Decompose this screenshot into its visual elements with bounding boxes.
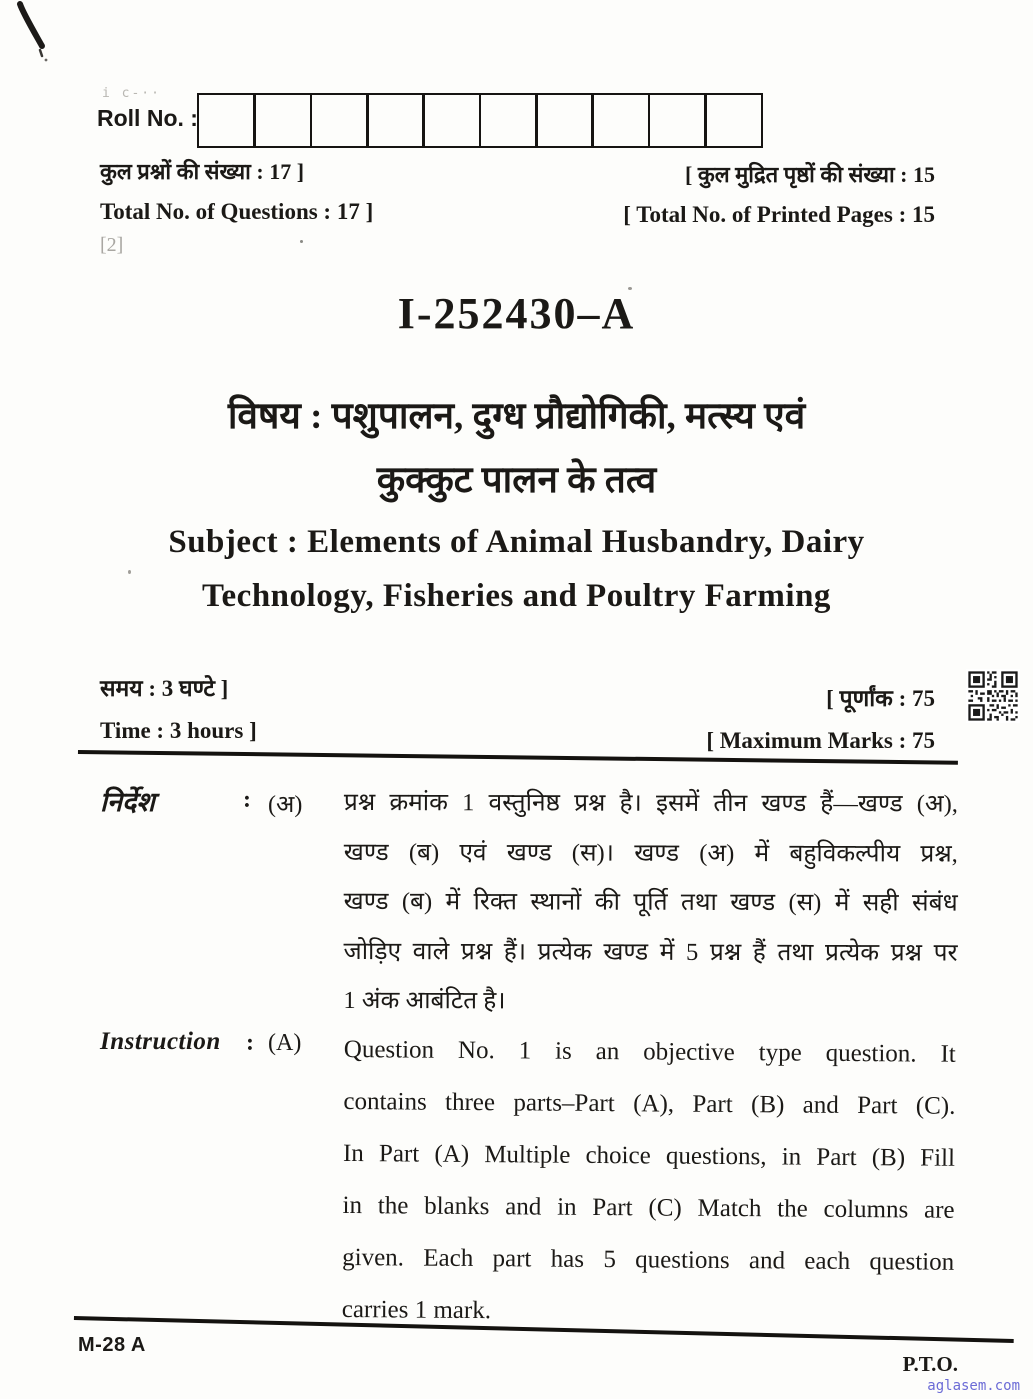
instruction-line: खण्ड (ब) में रिक्त स्थानों की पूर्ति तथा खण्ड (स) में सही संबंध <box>343 887 958 917</box>
ink-stroke-mark <box>6 0 76 70</box>
instruction-line: खण्ड (ब) एवं खण्ड (स)। खण्ड (अ) में बहुविकल्पीय प्रश्न, <box>343 838 958 868</box>
roll-no-boxes <box>197 93 763 148</box>
printed-pages-english: [ Total No. of Printed Pages : 15 <box>623 202 935 227</box>
roll-no-label: Roll No. : <box>97 105 198 131</box>
marks-english: [ Maximum Marks : 75 <box>706 728 935 753</box>
scan-smudge: i c-·· <box>102 86 161 101</box>
qr-code-icon <box>966 668 1020 724</box>
total-questions-hindi: कुल प्रश्नों की संख्या : 17 ] <box>100 159 305 184</box>
roll-no-box <box>479 93 538 148</box>
header-left <box>100 152 373 258</box>
instructions-english-label: Instruction <box>100 1028 221 1055</box>
printed-pages-hindi: [ कुल मुद्रित पृष्ठों की संख्या : 15 <box>685 162 935 187</box>
faint-page-mark: [2] <box>100 234 124 256</box>
instruction-line: In Part (A) Multiple choice questions, in Part (B) Fill <box>342 1139 956 1172</box>
instructions-hindi-label: निर्देश <box>100 787 155 817</box>
subject-title-hindi-line2: कुक्कुट पालन के तत्व <box>376 460 657 501</box>
roll-no-box <box>535 93 594 148</box>
subject-title-english-line1: Subject : Elements of Animal Husbandry, Dairy <box>168 524 865 560</box>
roll-no-box <box>422 93 481 148</box>
roll-no-box <box>704 93 763 148</box>
instruction-line: carries 1 mark. <box>341 1295 492 1325</box>
instructions-english-colon: : <box>246 1030 254 1056</box>
instructions-english-text <box>342 1027 956 1344</box>
header-right <box>623 155 935 235</box>
time-hindi: समय : 3 घण्टे ] <box>100 676 229 701</box>
roll-no-box <box>197 93 256 148</box>
roll-no-box <box>366 93 425 148</box>
subject-title-hindi-line1: विषय : पशुपालन, दुग्ध प्रौद्योगिकी, मत्स्य एवं <box>227 396 806 437</box>
instructions-hindi-marker: (अ) <box>268 792 303 818</box>
instruction-line: 1 अंक आबंटित है। <box>343 986 506 1015</box>
instruction-line: प्रश्न क्रमांक 1 वस्तुनिष्ठ प्रश्न है। इसमें तीन खण्ड हैं—खण्ड (अ), <box>343 789 958 818</box>
instruction-line: जोड़िए वाले प्रश्न हैं। प्रत्येक खण्ड में 5 प्रश्न हैं तथा प्रत्येक प्रश्न पर <box>343 937 958 967</box>
instructions-hindi-colon: : <box>243 787 251 813</box>
instruction-line: Question No. 1 is an objective type question. It <box>343 1035 956 1068</box>
instruction-line: in the blanks and in Part (C) Match the columns are <box>342 1191 955 1224</box>
pto-label: P.T.O. <box>902 1352 958 1376</box>
instructions-english-marker: (A) <box>268 1030 302 1056</box>
roll-no-box <box>648 93 707 148</box>
marks-hindi: [ पूर्णांक : 75 <box>826 686 935 711</box>
roll-no-box <box>591 93 650 148</box>
paper-set-code: M-28 A <box>78 1334 146 1356</box>
time-english: Time : 3 hours ] <box>100 718 257 743</box>
watermark-text: aglasem.com <box>927 1378 1020 1394</box>
roll-no-box <box>253 93 312 148</box>
marks-block <box>706 678 935 762</box>
instruction-line: contains three parts–Part (A), Part (B) and Part (C). <box>343 1087 956 1120</box>
instructions-hindi-text <box>343 781 958 1030</box>
paper-code: I-252430–A <box>397 289 636 338</box>
scan-speck <box>128 570 131 574</box>
roll-no-box <box>310 93 369 148</box>
time-block <box>100 668 257 752</box>
total-questions-english: Total No. of Questions : 17 ] <box>100 199 374 224</box>
subject-title-english-line2: Technology, Fisheries and Poultry Farming <box>202 578 831 614</box>
instruction-line: given. Each part has 5 questions and each question <box>342 1243 955 1276</box>
